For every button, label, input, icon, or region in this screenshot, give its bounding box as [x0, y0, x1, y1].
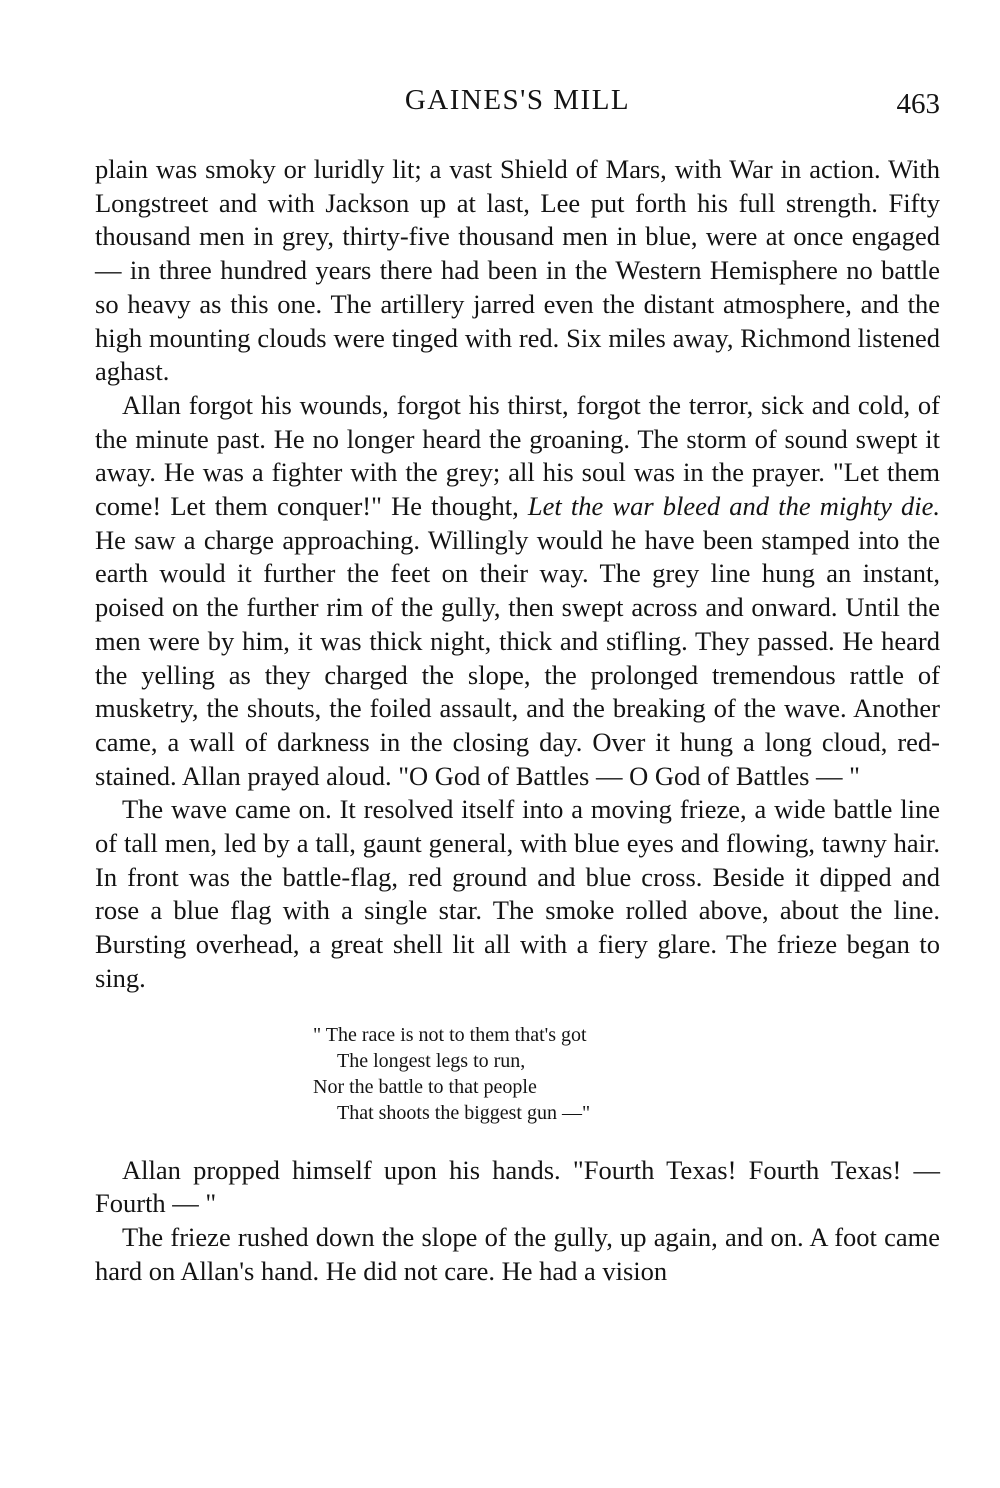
paragraph-2-text-b: He saw a charge approaching. Willingly would he have been stamped into the earth would it further the feet on their way. The grey line hung an instant, poised on the further rim of the gully, then swept across and onward. Until the men were by him, it was thick night, thick and stifling. They passed. He heard the yelling as they charged the slope, the prolonged tremendous rattle of musketry, the shouts, the foiled assault, and the breaking of the wave. Another came, a wall of darkness in the closing day. Over it hung a long cloud, red-stained. Allan prayed aloud. "O God of Battles — O God of Battles — "	[95, 524, 940, 791]
page-number: 463	[896, 88, 940, 120]
verse-line-2: The longest legs to run,	[337, 1049, 526, 1072]
verse-quote	[95, 1022, 940, 1126]
paragraph-1: plain was smoky or luridly lit; a vast Shield of Mars, with War in action. With Longstreet and with Jackson up at last, Lee put forth his full strength. Fifty thousand men in grey, thirty-five thousand men in blue, were at once engaged — in three hundred years there had been in the Western Hemisphere no battle so heavy as this one. The artillery jarred even the distant atmosphere, and the high mounting clouds were tinged with red. Six miles away, Richmond listened aghast.	[95, 154, 940, 387]
paragraph-2	[95, 389, 940, 793]
running-title: GAINES'S MILL	[404, 84, 631, 116]
running-head	[95, 84, 940, 124]
paragraph-2-text-a: Allan forgot his wounds, forgot his thirst, forgot the terror, sick and cold, of the minute past. He no longer heard the groaning. The storm of sound swept it away. He was a fighter with the grey; all his soul was in the prayer. "Let them come! Let them conquer!" He thought,	[95, 389, 940, 522]
verse-line-4: That shoots the biggest gun —"	[337, 1101, 591, 1124]
paragraph-3: The wave came on. It resolved itself into a moving frieze, a wide battle line of tall men, led by a tall, gaunt general, with blue eyes and flowing, tawny hair. In front was the battle-flag, red ground and blue cross. Beside it dipped and rose a blue flag with a single star. The smoke rolled above, about the line. Bursting overhead, a great shell lit all with a fiery glare. The frieze began to sing.	[95, 794, 940, 993]
paragraph-2-italic: Let the war bleed and the mighty die.	[527, 491, 940, 522]
verse-line-1: " The race is not to them that's got	[313, 1023, 587, 1046]
body-text	[95, 153, 940, 1288]
verse-line-3: Nor the battle to that people	[313, 1075, 537, 1098]
paragraph-4: Allan propped himself upon his hands. "Fourth Texas! Fourth Texas! — Fourth — "	[95, 1154, 940, 1219]
paragraph-5: The frieze rushed down the slope of the gully, up again, and on. A foot came hard on Allan's hand. He did not care. He had a vision	[95, 1221, 940, 1286]
